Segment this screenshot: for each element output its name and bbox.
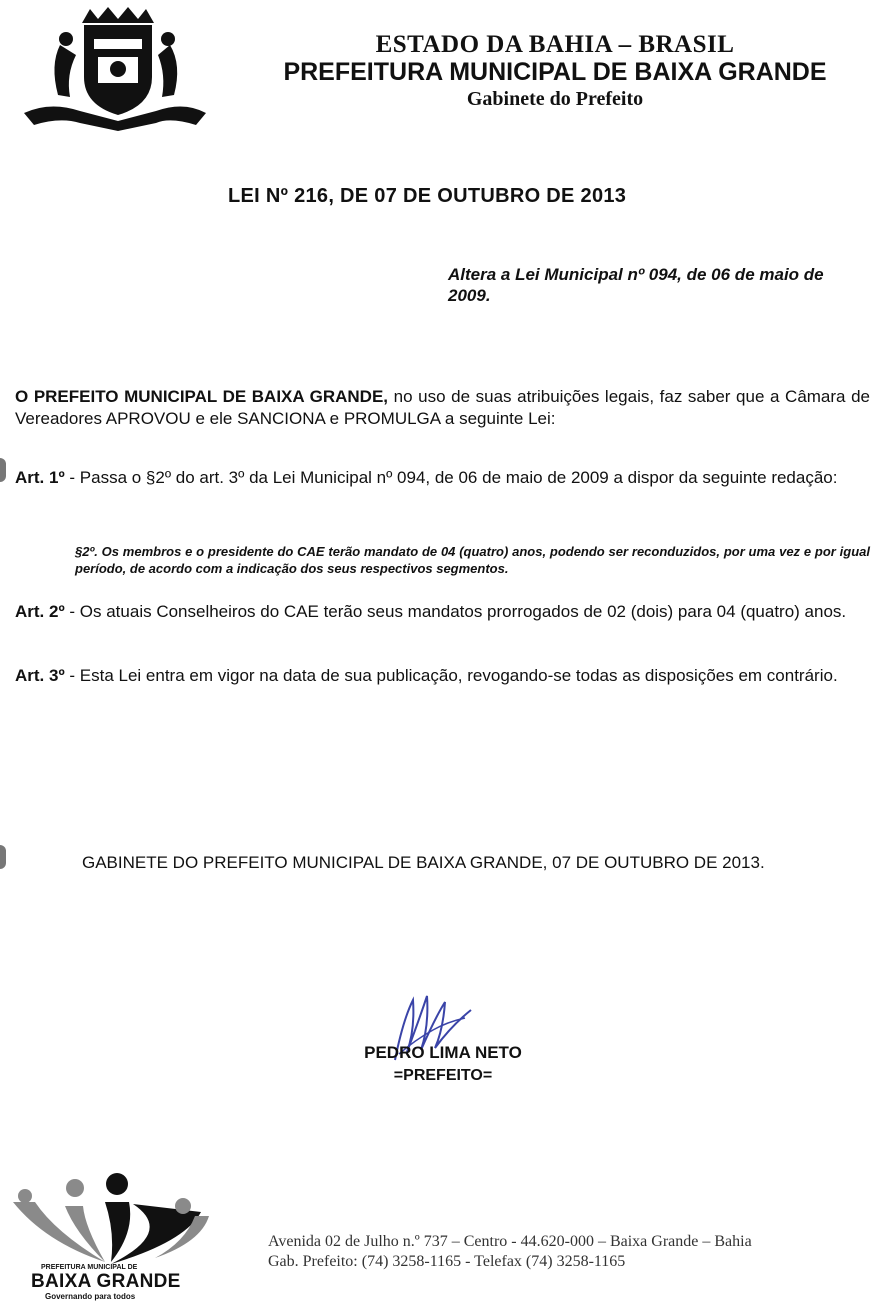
quoted-paragraph: §2º. Os membros e o presidente do CAE terão mandato de 04 (quatro) anos, podendo ser reconduzidos, por uma vez e por igual período, de acordo com a indicação dos seus respectivos segmentos. xyxy=(75,544,870,576)
scan-edge-mark xyxy=(0,845,6,869)
article-2-label: Art. 2º xyxy=(15,602,65,621)
intro-bold: O PREFEITO MUNICIPAL DE BAIXA GRANDE, xyxy=(15,387,389,406)
scan-edge-mark xyxy=(0,458,6,482)
header-gabinete: Gabinete do Prefeito xyxy=(466,88,644,110)
signer-role: =PREFEITO= xyxy=(393,1067,493,1084)
municipal-crest-icon xyxy=(20,5,210,133)
article-1 xyxy=(15,467,870,489)
article-3 xyxy=(15,665,870,687)
header-prefeitura: PREFEITURA MUNICIPAL DE BAIXA GRANDE xyxy=(283,58,827,86)
address-line-1: Avenida 02 de Julho n.º 737 – Centro - 44.620-000 – Baixa Grande – Bahia xyxy=(268,1233,752,1250)
article-1-label: Art. 1º xyxy=(15,468,65,487)
header-state: ESTADO DA BAHIA – BRASIL xyxy=(375,31,735,58)
article-2 xyxy=(15,601,870,623)
place-date: GABINETE DO PREFEITO MUNICIPAL DE BAIXA GRANDE, 07 DE OUTUBRO DE 2013. xyxy=(82,853,765,872)
footer-address xyxy=(268,1232,752,1272)
law-ementa: Altera a Lei Municipal nº 094, de 06 de maio de 2009. xyxy=(448,265,824,305)
signer-name: PEDRO LIMA NETO xyxy=(364,1043,522,1062)
intro-text: no uso de suas atribuições legais, faz saber que a Câmara de Vereadores APROVOU e ele SANCIONA e PROMULGA a seguinte Lei: xyxy=(15,387,871,428)
intro-paragraph xyxy=(15,386,870,430)
article-2-text: - Os atuais Conselheiros do CAE terão seus mandatos prorrogados de 02 (dois) para 04 (quatro) anos. xyxy=(64,602,847,621)
logo-slogan: Governando para todos xyxy=(45,1292,136,1301)
logo-main-text: BAIXA GRANDE xyxy=(31,1271,181,1292)
article-3-label: Art. 3º xyxy=(15,666,65,685)
law-title: LEI Nº 216, DE 07 DE OUTUBRO DE 2013 xyxy=(228,185,627,207)
article-1-text: - Passa o §2º do art. 3º da Lei Municipal nº 094, de 06 de maio de 2009 a dispor da seguinte redação: xyxy=(64,468,838,487)
footer-logo xyxy=(5,1172,215,1302)
logo-small-text: PREFEITURA MUNICIPAL DE xyxy=(41,1264,138,1271)
people-logo-icon xyxy=(5,1172,215,1268)
article-3-text: - Esta Lei entra em vigor na data de sua publicação, revogando-se todas as disposições em contrário. xyxy=(64,666,838,685)
address-line-2: Gab. Prefeito: (74) 3258-1165 - Telefax (74) 3258-1165 xyxy=(268,1253,626,1270)
